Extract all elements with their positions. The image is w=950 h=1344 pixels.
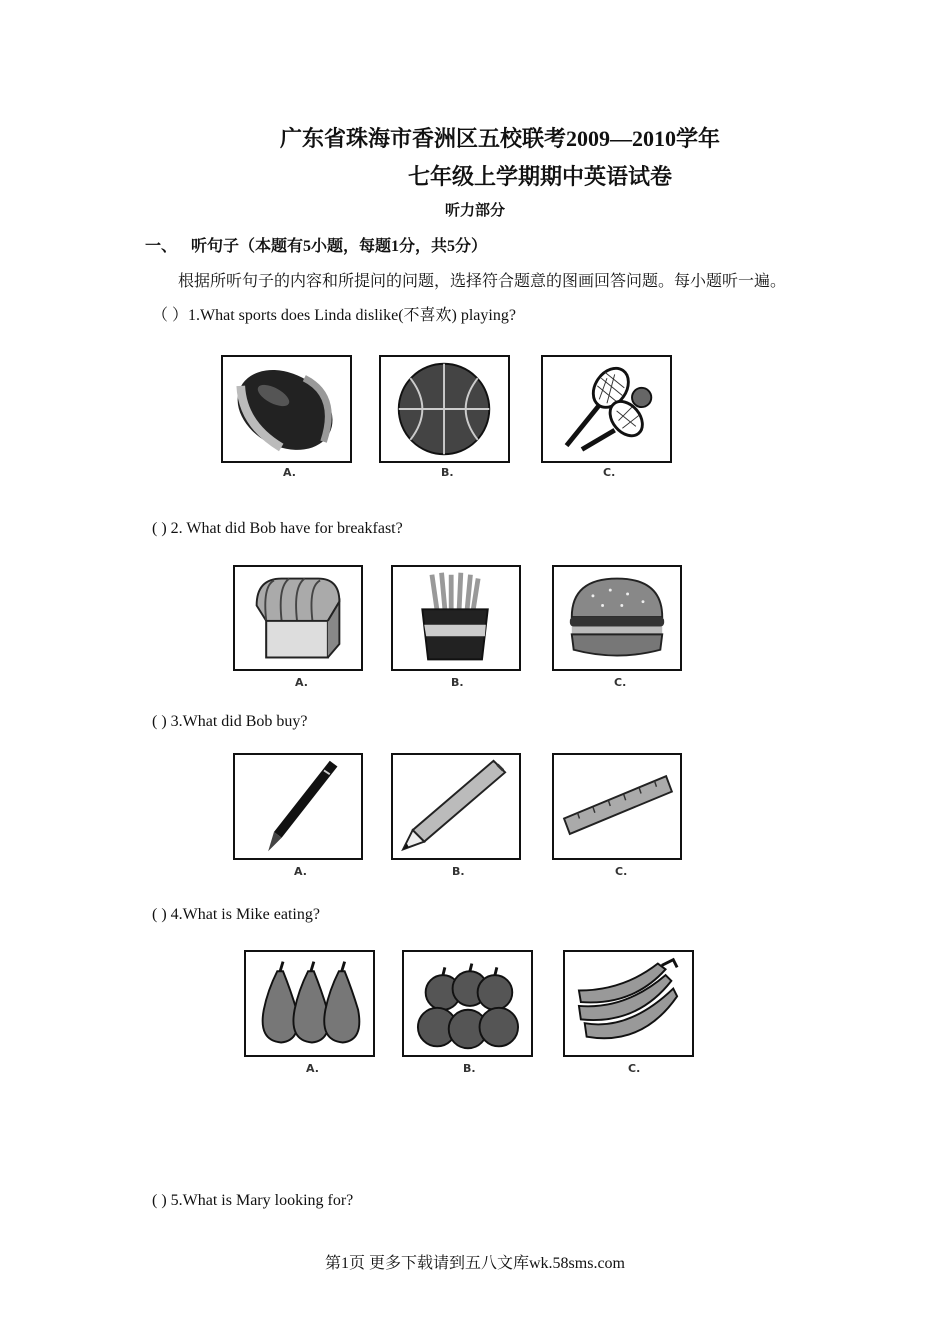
ruler-icon: [552, 753, 682, 860]
option-label-b: B.: [452, 865, 465, 878]
title-line-1: 广东省珠海市香洲区五校联考2009—2010学年: [279, 126, 720, 151]
option-label-c: C.: [628, 1062, 641, 1075]
option-label-c: C.: [615, 865, 628, 878]
section-instruction: 根据所听句子的内容和所提问的问题，选择符合题意的图画回答问题。每小题听一遍。: [178, 273, 787, 290]
bananas-icon: [563, 950, 694, 1057]
option-label-a: A.: [306, 1062, 319, 1075]
question-2: ( ) 2. What did Bob have for breakfast?: [152, 520, 403, 537]
hamburger-icon: [552, 565, 682, 671]
tennis-icon: [541, 355, 672, 463]
question-5: ( ) 5.What is Mary looking for?: [152, 1192, 354, 1209]
pen-icon: [233, 753, 363, 860]
section-number: 一、: [145, 238, 178, 255]
option-label-b: B.: [441, 466, 454, 479]
section-title: 听句子（本题有5小题，每题1分，共5分）: [191, 238, 488, 255]
option-label-c: C.: [603, 466, 616, 479]
pencil-icon: [391, 753, 521, 860]
bread-icon: [233, 565, 363, 671]
question-1: （ ）1.What sports does Linda dislike(不喜欢) playing?: [152, 307, 516, 324]
question-4: ( ) 4.What is Mike eating?: [152, 906, 320, 923]
section-subheading: 听力部分: [444, 203, 505, 219]
apples-icon: [402, 950, 533, 1057]
option-label-c: C.: [614, 676, 627, 689]
option-label-b: B.: [451, 676, 464, 689]
option-label-a: A.: [295, 676, 308, 689]
title-line-2: 七年级上学期期中英语试卷: [407, 164, 672, 189]
option-label-b: B.: [463, 1062, 476, 1075]
option-label-a: A.: [294, 865, 307, 878]
option-label-a: A.: [283, 466, 296, 479]
football-icon: [221, 355, 352, 463]
question-3: ( ) 3.What did Bob buy?: [152, 713, 308, 730]
section-heading: [145, 233, 487, 256]
french-fries-icon: [391, 565, 521, 671]
basketball-icon: [379, 355, 510, 463]
page-footer: 第1页 更多下载请到五八文库wk.58sms.com: [324, 1255, 625, 1272]
pears-icon: [244, 950, 375, 1057]
